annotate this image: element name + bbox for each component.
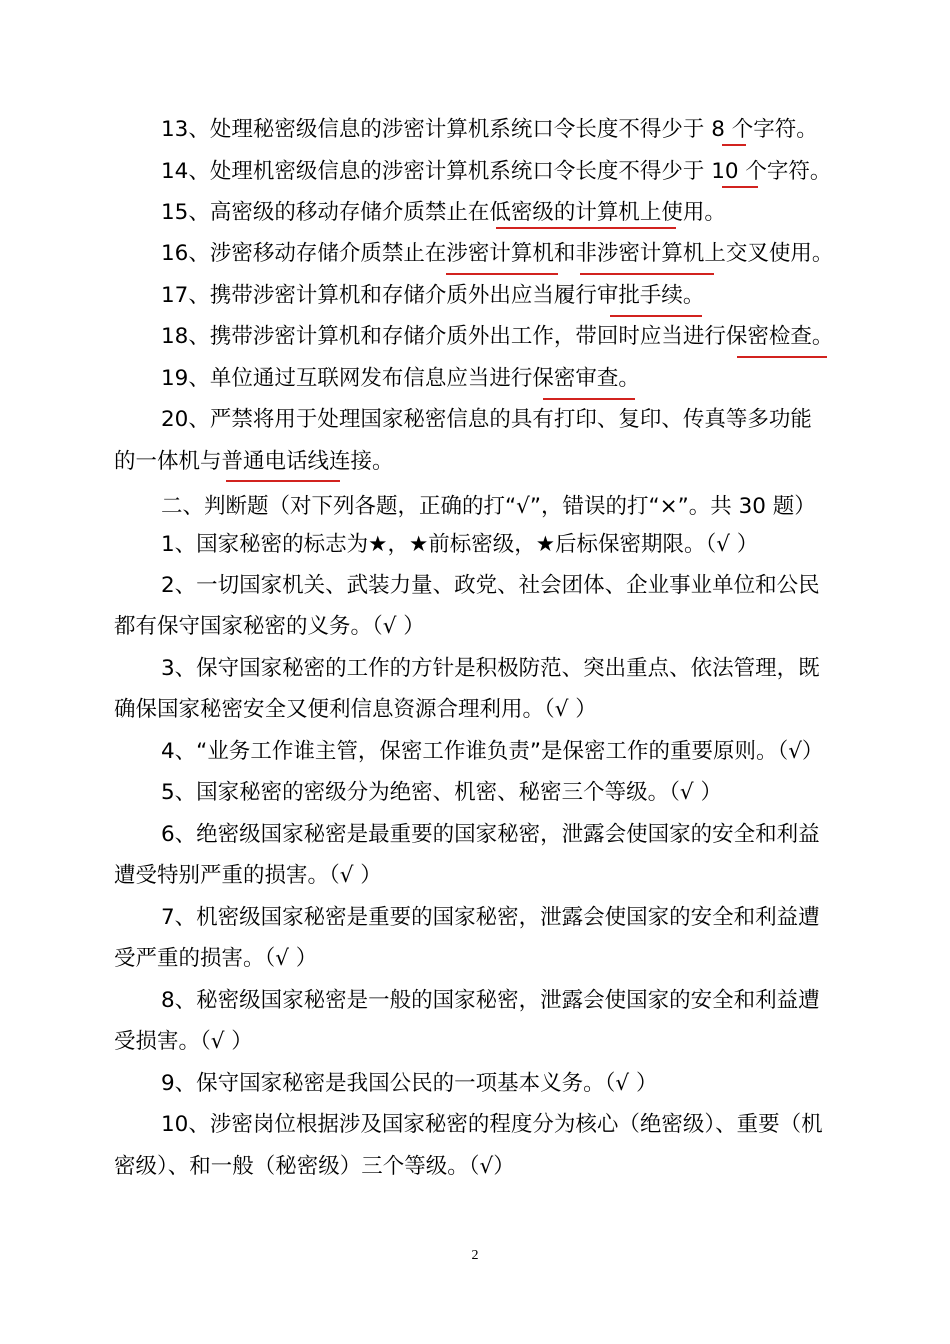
judge-item-cont: 遭受特别严重的损害。（√ ） xyxy=(114,863,382,888)
fill-item-20: 20、严禁将用于处理国家秘密信息的具有打印、复印、传真等多功能 xyxy=(161,407,812,432)
section-heading: 二、判断题（对下列各题，正确的打“√”，错误的打“×”。共 30 题） xyxy=(161,494,816,519)
page-number: 2 xyxy=(471,1248,479,1263)
fill-item-17: 17、携带涉密计算机和存储介质外出应当履行审批手续。 xyxy=(0,279,950,313)
fill-item-18: 18、携带涉密计算机和存储介质外出工作，带回时应当进行保密检查。 xyxy=(0,320,950,354)
fill-item-15: 15、高密级的移动存储介质禁止在低密级的计算机上使用。 xyxy=(0,196,950,230)
answer-underline xyxy=(722,144,746,146)
answer-underline xyxy=(446,273,558,275)
answer-underline xyxy=(543,398,635,400)
judge-item: 3、保守国家秘密的工作的方针是积极防范、突出重点、依法管理，既 xyxy=(161,656,820,681)
fill-item-16: 16、涉密移动存储介质禁止在涉密计算机和非涉密计算机上交叉使用。 xyxy=(0,237,950,271)
answer-underline xyxy=(722,186,758,188)
judge-item: 2、一切国家机关、武装力量、政党、社会团体、企业事业单位和公民 xyxy=(161,573,820,598)
fill-item-19: 19、单位通过互联网发布信息应当进行保密审查。 xyxy=(0,362,950,396)
judge-item-cont: 确保国家秘密安全又便利信息资源合理利用。（√ ） xyxy=(114,697,597,722)
judge-item: 8、秘密级国家秘密是一般的国家秘密，泄露会使国家的安全和利益遭 xyxy=(161,988,820,1013)
judge-item: 10、涉密岗位根据涉及国家秘密的程度分为核心（绝密级）、重要（机 xyxy=(161,1112,823,1137)
judge-item: 5、国家秘密的密级分为绝密、机密、秘密三个等级。（√ ） xyxy=(161,780,722,805)
judge-item-cont: 密级）、和一般（秘密级）三个等级。（√） xyxy=(114,1154,515,1179)
answer-underline xyxy=(610,315,702,317)
answer-underline xyxy=(496,227,676,229)
answer-underline xyxy=(580,273,714,275)
judge-item: 7、机密级国家秘密是重要的国家秘密，泄露会使国家的安全和利益遭 xyxy=(161,905,820,930)
judge-item: 6、绝密级国家秘密是最重要的国家秘密，泄露会使国家的安全和利益 xyxy=(161,822,820,847)
fill-item-14: 14、处理机密级信息的涉密计算机系统口令长度不得少于 10 个字符。 xyxy=(0,155,950,189)
fill-item-20-cont: 的一体机与普通电话线连接。 xyxy=(0,445,950,479)
judge-item: 1、国家秘密的标志为★，★前标密级，★后标保密期限。（√ ） xyxy=(161,532,759,557)
judge-item-cont: 受严重的损害。（√ ） xyxy=(114,946,318,971)
judge-item: 4、“业务工作谁主管，保密工作谁负责”是保密工作的重要原则。（√） xyxy=(161,739,824,764)
fill-item-13: 13、处理秘密级信息的涉密计算机系统口令长度不得少于 8 个字符。 xyxy=(0,113,950,147)
judge-item-cont: 都有保守国家秘密的义务。（√ ） xyxy=(114,614,425,639)
judge-item-cont: 受损害。（√ ） xyxy=(114,1029,253,1054)
answer-underline xyxy=(737,356,827,358)
judge-item: 9、保守国家秘密是我国公民的一项基本义务。（√ ） xyxy=(161,1071,658,1096)
answer-underline xyxy=(226,480,340,482)
